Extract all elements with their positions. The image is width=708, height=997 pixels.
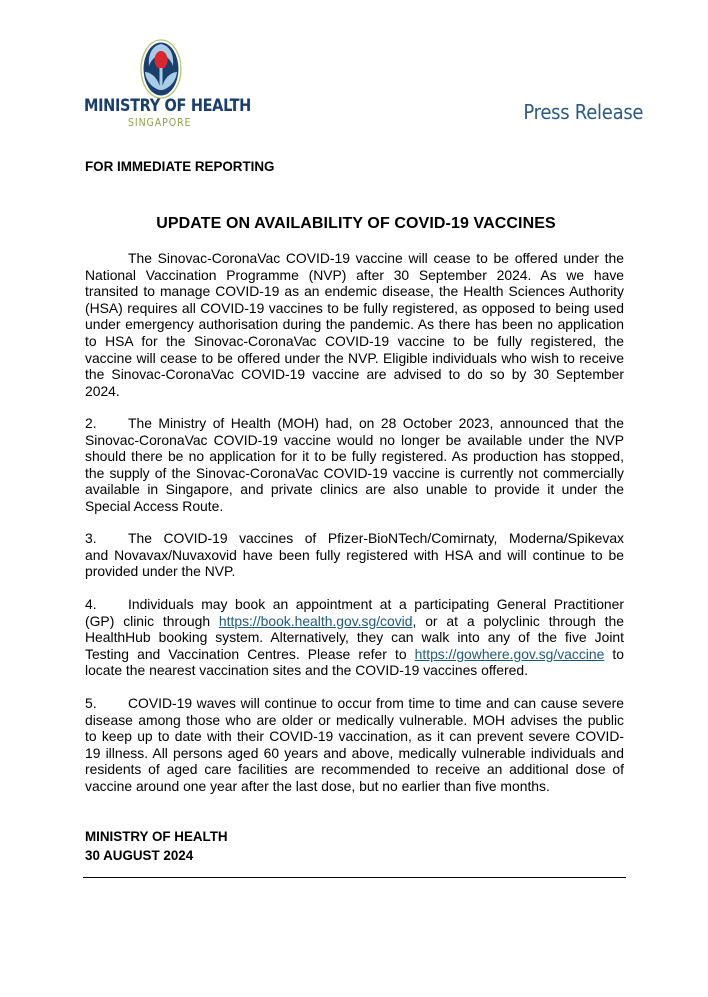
paragraph-line: disease among those who are older or medically vulnerable. MOH advises the public — [85, 711, 624, 728]
paragraph-line: available in Singapore, and private clinics are also unable to provide it under the — [85, 481, 624, 498]
paragraph-number: 3. — [85, 530, 97, 546]
logo-subtitle: SINGAPORE — [128, 117, 192, 129]
paragraph-line: the supply of the Sinovac-CoronaVac COVID-19 vaccine is currently not commercially — [85, 464, 624, 481]
paragraph-line: The Ministry of Health (MOH) had, on 28 October 2023, announced that the — [128, 415, 624, 431]
paragraph-line: to keep up to date with their COVID-19 vaccination, as it can prevent severe COVID- — [85, 728, 624, 745]
book-health-link[interactable]: https://book.health.gov.sg/covid — [218, 612, 413, 629]
paragraph-line: Sinovac-CoronaVac COVID-19 vaccine would no longer be available under the NVP — [85, 431, 624, 448]
signature-org: MINISTRY OF HEALTH — [85, 829, 228, 844]
signature-block — [85, 827, 228, 865]
paragraph-line: 19 illness. All persons aged 60 years and above, medically vulnerable individuals and — [85, 744, 624, 761]
paragraph-line: the Sinovac-CoronaVac COVID-19 vaccine are advised to do so by 30 September — [85, 366, 624, 383]
logo-title: MINISTRY OF HEALTH — [84, 96, 251, 115]
paragraph-line: National Vaccination Programme (NVP) after 30 September 2024. As we have — [85, 266, 624, 283]
paragraph-2 — [85, 415, 624, 515]
paragraph-number: 2. — [85, 415, 97, 431]
document-title: UPDATE ON AVAILABILITY OF COVID-19 VACCINES — [156, 215, 556, 232]
moh-emblem-icon — [139, 38, 183, 100]
paragraph-line: HealthHub booking system. Alternatively, they can walk into any of the five Joint — [85, 629, 624, 646]
paragraph-4: 4. Individuals may book an appointment at a participating General Practitioner (GP) clinic through https://book.health.gov.sg/covid, or at a polyclinic through the HealthHub booking system. Alternatively, they can walk into any of the five Joint Testing and Vaccination Centres. Please refer to https://gowhere.gov.sg/vaccine to locate the nearest vaccination sites and the COVID-19 vaccines offered. — [85, 596, 624, 679]
paragraph-line: residents of aged care facilities are recommended to receive an additional dose of — [85, 761, 624, 778]
paragraph-line: provided under the NVP. — [85, 563, 236, 580]
paragraph-line: Individuals may book an appointment at a participating General Practitioner — [128, 596, 624, 612]
paragraph-line: and Novavax/Nuvaxovid have been fully registered with HSA and will continue to be — [85, 546, 624, 563]
press-release-label: Press Release — [523, 100, 643, 124]
paragraph-line: transited to manage COVID-19 as an endemic disease, the Health Sciences Authority — [85, 283, 624, 300]
paragraph-line: COVID-19 waves will continue to occur from time to time and can cause severe — [128, 695, 624, 711]
paragraph-line: locate the nearest vaccination sites and the COVID-19 vaccines offered. — [85, 662, 528, 679]
paragraph-line: to HSA for the Sinovac-CoronaVac COVID-19 vaccine to be fully registered, the — [85, 332, 624, 349]
paragraph-line: should there be no application for it to be fully registered. As production has stopped, — [85, 448, 624, 465]
paragraph-line: vaccine will cease to be offered under the NVP. Eligible individuals who wish to receive — [85, 349, 624, 366]
paragraph-3 — [85, 530, 624, 580]
paragraph-number: 4. — [85, 596, 97, 612]
gowhere-vaccine-link[interactable]: https://gowhere.gov.sg/vaccine — [414, 645, 605, 662]
paragraph-1 — [85, 250, 624, 399]
paragraph-5 — [85, 695, 624, 795]
paragraph-line: Special Access Route. — [85, 497, 224, 514]
paragraph-line: (HSA) requires all COVID-19 vaccines to be fully registered, as opposed to being used — [85, 299, 624, 316]
signature-date: 30 AUGUST 2024 — [85, 848, 194, 863]
paragraph-line: 2024. — [85, 382, 120, 399]
paragraph-line: The COVID-19 vaccines of Pfizer-BioNTech/Comirnaty, Moderna/Spikevax — [128, 530, 624, 546]
paragraph-number: 5. — [85, 695, 97, 711]
reporting-label: FOR IMMEDIATE REPORTING — [85, 159, 275, 174]
footer-divider — [83, 877, 626, 878]
paragraph-line: under emergency authorisation during the pandemic. As there has been no application — [85, 316, 624, 333]
paragraph-line: The Sinovac-CoronaVac COVID-19 vaccine will cease to be offered under the — [128, 250, 624, 266]
paragraph-line: vaccine around one year after the last dose, but no earlier than five months. — [85, 777, 550, 794]
